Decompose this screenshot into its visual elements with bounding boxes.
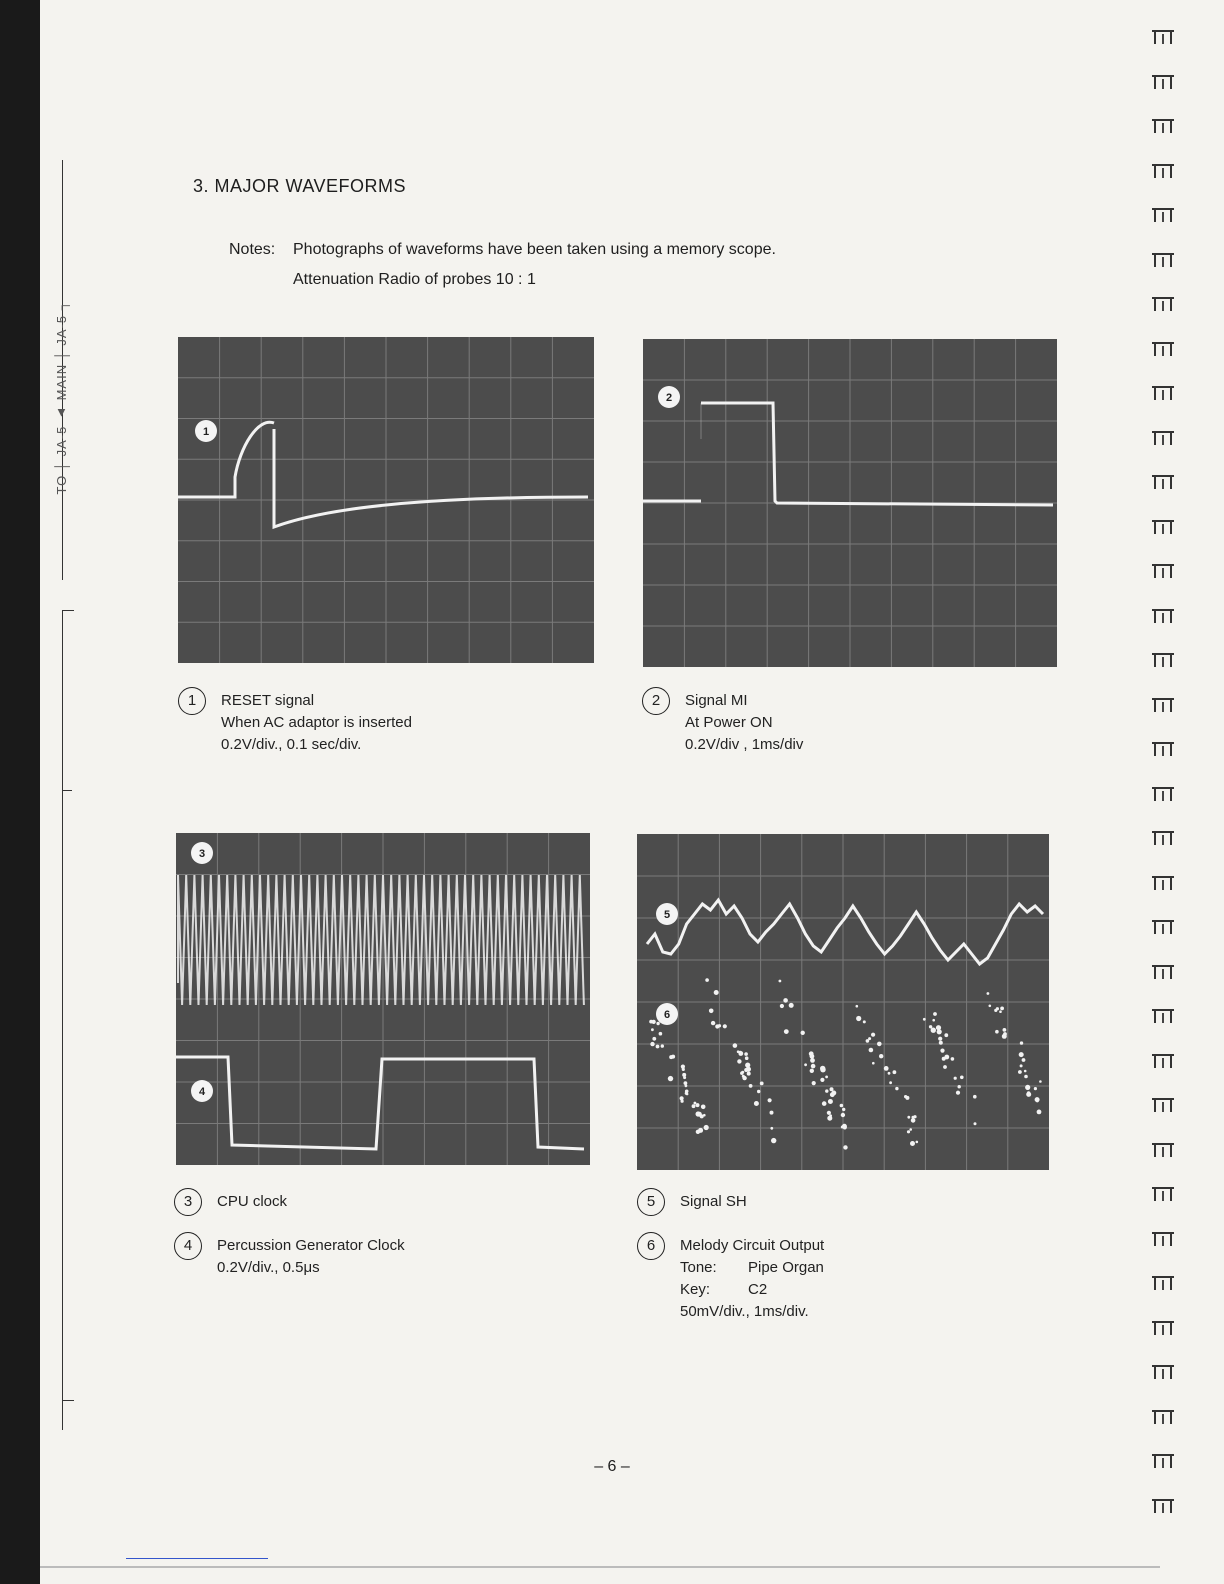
index-tab [1150,253,1176,267]
trace-marker-5 [656,903,678,925]
index-tab [1150,965,1176,979]
caption-number-4: 4 [174,1232,202,1260]
footer-rule [40,1566,1160,1568]
melody-sample-dot [1024,1075,1028,1079]
melody-sample-dot [650,1042,654,1046]
waveform-reset-signal [178,337,594,663]
caption-number-6: 6 [637,1232,665,1260]
melody-sample-dot [768,1098,772,1102]
melody-sample-dot [911,1118,916,1123]
melody-sample-dot [907,1116,910,1119]
index-tab [1150,1499,1176,1513]
notes [229,235,776,295]
melody-sample-dot [738,1051,742,1055]
caption-6 [637,1235,824,1323]
melody-sample-dot [943,1065,947,1069]
melody-sample-dot [684,1081,688,1085]
caption-title: Signal MI [685,692,748,709]
melody-sample-dot [958,1085,961,1088]
trace-marker-6 [656,1003,678,1025]
index-tab [1150,431,1176,445]
notes-line-1: Photographs of waveforms have been taken using a memory scope. [293,241,776,258]
trace-melody-output [649,978,1041,1149]
melody-sample-dot [780,1004,784,1008]
melody-sample-dot [939,1041,943,1045]
trace-cpu-clock [178,875,584,1005]
index-tab [1150,30,1176,44]
waveform-sh-and-melody [637,834,1049,1170]
svg-text:2: 2 [665,392,673,404]
melody-sample-dot [656,1045,660,1049]
index-tab [1150,1276,1176,1290]
melody-sample-dot [770,1127,773,1130]
caption-scale: 50mV/div., 1ms/div. [680,1303,809,1320]
caption-2 [642,690,803,756]
index-tab [1150,742,1176,756]
melody-sample-dot [779,980,782,983]
caption-line: 0.2V/div., 0.1 sec/div. [221,736,362,753]
melody-sample-dot [822,1101,827,1106]
melody-sample-dot [931,1028,936,1033]
caption-1 [178,690,412,756]
melody-sample-dot [866,1039,870,1043]
caption-line: At Power ON [685,714,773,731]
caption-4 [174,1235,405,1279]
melody-sample-dot [820,1078,824,1082]
index-tab [1150,342,1176,356]
index-tab [1150,1054,1176,1068]
trace-marker-3 [191,842,213,864]
melody-sample-dot [1027,1091,1030,1094]
melody-sample-dot [742,1076,746,1080]
melody-sample-dot [692,1104,696,1108]
melody-sample-dot [871,1033,875,1037]
melody-sample-dot [1025,1085,1030,1090]
caption-title: Melody Circuit Output [680,1237,825,1254]
melody-sample-dot [701,1105,706,1110]
caption-number-3: 3 [174,1188,202,1216]
melody-sample-dot [889,1081,892,1084]
melody-sample-dot [999,1010,1002,1013]
margin-annotation: TO │ JA-5 ▲ MAIN │ JA-5 ┐ [54,300,69,495]
melody-sample-dot [1020,1041,1023,1044]
melody-sample-dot [682,1068,685,1071]
melody-sample-dot [661,1044,664,1047]
index-tab [1150,1365,1176,1379]
melody-sample-dot [686,1093,689,1096]
melody-sample-dot [820,1066,825,1071]
binding-edge [0,0,40,1584]
melody-sample-dot [659,1032,663,1036]
index-tab [1150,1410,1176,1424]
melody-sample-dot [830,1092,835,1097]
index-tab [1150,609,1176,623]
notes-line-2: Attenuation Radio of probes 10 : 1 [293,271,536,288]
melody-sample-dot [938,1037,942,1041]
melody-sample-dot [840,1104,844,1108]
caption-number-1: 1 [178,687,206,715]
cpu-clock-oscillation [178,875,584,1005]
melody-sample-dot [747,1072,751,1076]
index-tab [1150,119,1176,133]
melody-sample-dot [933,1012,937,1016]
melody-sample-dot [783,998,788,1003]
notes-label: Notes: [229,241,276,258]
index-tab [1150,386,1176,400]
caption-title: CPU clock [217,1193,288,1210]
oscilloscope-photo-reset-signal [178,337,594,663]
trace-marker-1 [195,420,217,442]
caption-3 [174,1191,287,1216]
melody-sample-dot [842,1108,845,1111]
caption-title: Signal SH [680,1193,747,1210]
melody-sample-dot [974,1122,977,1125]
melody-sample-dot [746,1067,751,1072]
melody-sample-dot [811,1064,816,1069]
caption-line: When AC adaptor is inserted [221,714,412,731]
melody-sample-dot [856,1005,859,1008]
melody-sample-dot [884,1066,889,1071]
tone-value: Pipe Organ [748,1259,824,1276]
caption-number-2: 2 [642,687,670,715]
melody-sample-dot [825,1076,828,1079]
melody-sample-dot [1037,1110,1042,1115]
key-label: Key: [680,1281,711,1298]
melody-sample-dot [770,1111,774,1115]
svg-text:4: 4 [198,1086,206,1098]
waveform-signal-mi [643,339,1057,667]
melody-sample-dot [828,1099,833,1104]
index-tab [1150,698,1176,712]
melody-sample-dot [944,1055,949,1060]
caption-title: Percussion Generator Clock [217,1237,405,1254]
index-tab-strip [1150,30,1180,1550]
melody-sample-dot [651,1028,654,1031]
trace-marker-2 [658,386,680,408]
index-tab [1150,920,1176,934]
caption-line: 0.2V/div., 0.5μs [217,1259,320,1276]
melody-sample-dot [760,1082,764,1086]
melody-sample-dot [944,1033,948,1037]
melody-sample-dot [843,1125,847,1129]
melody-sample-dot [810,1054,815,1059]
index-tab [1150,297,1176,311]
melody-sample-dot [737,1059,741,1063]
melody-sample-dot [910,1141,915,1146]
melody-sample-dot [700,1114,704,1118]
index-tab [1150,1143,1176,1157]
melody-sample-dot [723,1024,727,1028]
melody-sample-dot [913,1115,916,1118]
melody-sample-dot [801,1031,805,1035]
melody-sample-dot [877,1042,882,1047]
oscilloscope-photo-cpu-clock [176,833,590,1165]
trace-signal-sh [647,900,1043,964]
melody-sample-dot [989,1005,992,1008]
oscilloscope-photo-signal-sh [637,834,1049,1170]
index-tab [1150,208,1176,222]
index-tab [1150,1187,1176,1201]
melody-sample-dot [757,1090,760,1093]
melody-sample-dot [856,1016,861,1021]
melody-sample-dot [740,1072,743,1075]
melody-sample-dot [893,1070,897,1074]
trace-marker-4 [191,1080,213,1102]
index-tab [1150,564,1176,578]
key-value: C2 [748,1281,768,1298]
index-tab [1150,164,1176,178]
melody-sample-dot [683,1076,686,1079]
melody-sample-dot [843,1145,847,1149]
index-tab [1150,475,1176,489]
melody-sample-dot [698,1128,703,1133]
melody-sample-dot [829,1114,832,1117]
index-tab [1150,1321,1176,1335]
melody-sample-dot [668,1076,673,1081]
melody-sample-dot [810,1069,814,1073]
melody-sample-dot [932,1019,935,1022]
melody-sample-dot [1022,1058,1026,1062]
index-tab [1150,787,1176,801]
tone-label: Tone: [680,1259,717,1276]
melody-sample-dot [872,1062,875,1065]
footer-underline [126,1558,268,1559]
svg-text:1: 1 [202,426,210,438]
trace-mi [643,403,1053,505]
melody-sample-dot [869,1048,874,1053]
svg-text:5: 5 [663,909,671,921]
index-tab [1150,1232,1176,1246]
margin-tick [62,610,74,611]
melody-sample-dot [812,1081,816,1085]
index-tab [1150,876,1176,890]
melody-sample-dot [649,1020,653,1024]
svg-text:6: 6 [663,1009,671,1021]
melody-sample-dot [841,1113,845,1117]
index-tab [1150,1009,1176,1023]
oscilloscope-photo-signal-mi [643,339,1057,667]
melody-sample-dot [1003,1028,1007,1032]
melody-sample-dot [956,1091,960,1095]
melody-sample-dot [937,1029,942,1034]
melody-sample-dot [888,1072,891,1075]
caption-key [680,1279,824,1301]
melody-sample-dot [1002,1034,1007,1039]
melody-sample-dot [895,1087,898,1090]
melody-sample-dot [1039,1080,1042,1083]
melody-sample-dot [709,1009,714,1014]
index-tab [1150,75,1176,89]
melody-sample-dot [909,1128,912,1131]
melody-sample-dot [804,1063,807,1066]
margin-tick [62,1400,74,1401]
melody-sample-dot [1020,1064,1023,1067]
waveform-cpu-and-percussion-clock [176,833,590,1165]
section-title: 3. MAJOR WAVEFORMS [193,176,407,196]
melody-sample-dot [863,1020,866,1023]
melody-sample-dot [940,1049,944,1053]
melody-sample-dot [987,992,990,995]
melody-sample-dot [784,1029,789,1034]
melody-sample-dot [714,990,719,995]
melody-sample-dot [954,1077,957,1080]
melody-sample-dot [754,1101,759,1106]
melody-sample-dot [789,1003,794,1008]
melody-sample-dot [671,1055,675,1059]
melody-sample-dot [711,1021,715,1025]
melody-sample-dot [810,1058,815,1063]
melody-sample-dot [1036,1099,1039,1102]
caption-tone [680,1257,824,1279]
melody-sample-dot [960,1076,964,1080]
melody-sample-dot [1018,1070,1022,1074]
melody-sample-dot [827,1111,831,1115]
melody-sample-dot [652,1037,656,1041]
margin-rule [62,610,63,1430]
margin-tick [62,790,72,791]
melody-sample-dot [704,1125,709,1130]
caption-line: 0.2V/div , 1ms/div [685,736,804,753]
melody-sample-dot [718,1024,721,1027]
caption-number-5: 5 [637,1188,665,1216]
melody-sample-dot [656,1022,659,1025]
trace-percussion-clock [176,1057,584,1149]
melody-sample-dot [973,1095,977,1099]
melody-sample-dot [1034,1087,1037,1090]
caption-5 [637,1191,747,1216]
melody-sample-dot [904,1095,907,1098]
melody-sample-dot [1024,1070,1027,1073]
melody-sample-dot [1000,1007,1004,1011]
melody-sample-dot [733,1043,738,1048]
melody-sample-dot [771,1138,776,1143]
melody-sample-dot [907,1130,910,1133]
melody-sample-dot [744,1052,748,1056]
melody-sample-dot [830,1087,834,1091]
melody-sample-dot [696,1103,700,1107]
index-tab [1150,653,1176,667]
melody-sample-dot [825,1089,828,1092]
melody-sample-dot [923,1018,926,1021]
index-tab [1150,831,1176,845]
melody-sample-dot [996,1007,999,1010]
melody-sample-dot [745,1056,749,1060]
melody-sample-dot [749,1084,753,1088]
melody-sample-dot [1019,1052,1024,1057]
melody-sample-dot [705,978,709,982]
melody-sample-dot [685,1084,688,1087]
melody-sample-dot [995,1030,999,1034]
index-tab [1150,1098,1176,1112]
melody-sample-dot [951,1057,955,1061]
melody-sample-dot [681,1100,684,1103]
caption-title: RESET signal [221,692,315,709]
melody-sample-dot [916,1141,919,1144]
page-number: – 6 – [594,1458,630,1475]
trace-reset [178,422,588,527]
svg-text:3: 3 [198,848,206,860]
melody-sample-dot [879,1054,883,1058]
index-tab [1150,520,1176,534]
